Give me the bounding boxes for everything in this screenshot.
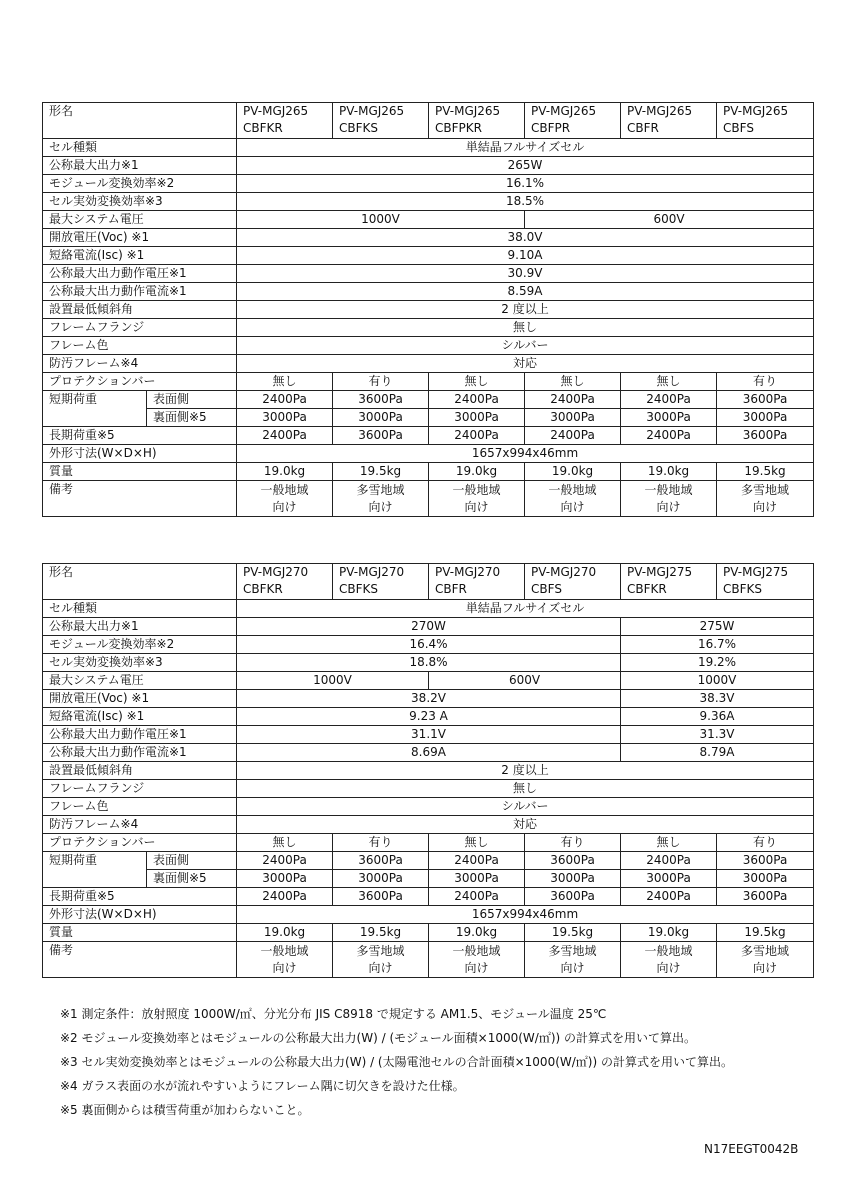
frame-color-row (43, 798, 814, 816)
cell-value: 16.1% (237, 175, 814, 193)
row-label: モジュール変換効率※2 (43, 636, 237, 654)
cell-value: 600V (429, 672, 621, 690)
cell-value: 3600Pa (717, 852, 814, 870)
cell-value: 2400Pa (621, 888, 717, 906)
model-cell: PV-MGJ270 CBFKR (237, 564, 333, 600)
cell-value: 3000Pa (237, 870, 333, 888)
cell-value: 2 度以上 (237, 762, 814, 780)
model-cell: PV-MGJ270 CBFS (525, 564, 621, 600)
remark-cell: 一般地域 向け (621, 942, 717, 978)
voc-row (43, 690, 814, 708)
cell-value: 3000Pa (717, 409, 814, 427)
cell-value: 2400Pa (525, 391, 621, 409)
cell-value: 16.7% (621, 636, 814, 654)
short-load-front-row (43, 852, 814, 870)
flange-row (43, 780, 814, 798)
cell-value: 2400Pa (429, 888, 525, 906)
row-label: 最大システム電圧 (43, 211, 237, 229)
model-cell: PV-MGJ265 CBFS (717, 103, 814, 139)
model-cell: PV-MGJ270 CBFKS (333, 564, 429, 600)
row-label: セル実効変換効率※3 (43, 193, 237, 211)
remark-cell: 多雪地域 向け (717, 481, 814, 517)
cell-value: 265W (237, 157, 814, 175)
remark-cell: 多雪地域 向け (333, 481, 429, 517)
remark-cell: 一般地域 向け (621, 481, 717, 517)
cell-value: 31.3V (621, 726, 814, 744)
model-label: 形名 (43, 564, 237, 600)
cell-value: 275W (621, 618, 814, 636)
remark-cell: 一般地域 向け (429, 942, 525, 978)
cell-value: 有り (333, 373, 429, 391)
cell-value: 3600Pa (333, 852, 429, 870)
cell-value: 19.2% (621, 654, 814, 672)
row-label: フレーム色 (43, 798, 237, 816)
row-label: フレーム色 (43, 337, 237, 355)
cell-value: 無し (237, 834, 333, 852)
isc-row (43, 708, 814, 726)
cell-value: 無し (237, 780, 814, 798)
imp-row (43, 283, 814, 301)
protection-row (43, 834, 814, 852)
row-label: 開放電圧(Voc) ※1 (43, 229, 237, 247)
cell-value: 1000V (237, 672, 429, 690)
cell-value: 19.0kg (429, 924, 525, 942)
cell-value: 19.0kg (621, 924, 717, 942)
cell-value: 3000Pa (333, 870, 429, 888)
model-label: 形名 (43, 103, 237, 139)
row-label: 質量 (43, 924, 237, 942)
remark-cell: 多雪地域 向け (333, 942, 429, 978)
model-cell: PV-MGJ265 CBFKR (237, 103, 333, 139)
remark-cell: 一般地域 向け (237, 942, 333, 978)
row-label: 最大システム電圧 (43, 672, 237, 690)
row-label: 設置最低傾斜角 (43, 762, 237, 780)
cell-eff-row (43, 654, 814, 672)
cell-eff-row (43, 193, 814, 211)
cell-value: 無し (621, 373, 717, 391)
cell-value: 有り (525, 834, 621, 852)
cell-value: 19.5kg (717, 463, 814, 481)
cell-value: 38.2V (237, 690, 621, 708)
remark-cell: 多雪地域 向け (525, 942, 621, 978)
max-output-row (43, 157, 814, 175)
cell-value: 18.5% (237, 193, 814, 211)
cell-value: 3000Pa (621, 409, 717, 427)
short-load-front-row (43, 391, 814, 409)
cell-value: 2400Pa (237, 888, 333, 906)
cell-value: 2400Pa (429, 852, 525, 870)
cell-value: シルバー (237, 798, 814, 816)
row-label: 防汚フレーム※4 (43, 816, 237, 834)
model-row (43, 564, 814, 600)
cell-value: 30.9V (237, 265, 814, 283)
tilt-row (43, 762, 814, 780)
cell-value: 対応 (237, 355, 814, 373)
cell-value: 19.0kg (525, 463, 621, 481)
cell-value: 無し (429, 373, 525, 391)
model-cell: PV-MGJ275 CBFKS (717, 564, 814, 600)
soil-frame-row (43, 816, 814, 834)
cell-value: 9.10A (237, 247, 814, 265)
soil-frame-row (43, 355, 814, 373)
cell-value: 2400Pa (621, 852, 717, 870)
row-label: 外形寸法(W×D×H) (43, 906, 237, 924)
row-label: セル種類 (43, 139, 237, 157)
cell-value: 有り (717, 834, 814, 852)
row-label: フレームフランジ (43, 780, 237, 798)
footnote: ※3 セル実効変換効率とはモジュールの公称最大出力(W) / (太陽電池セルの合計面積×1000(W/㎡)) の計算式を用いて算出。 (60, 1055, 733, 1069)
row-sublabel: 裏面側※5 (147, 409, 237, 427)
model-row (43, 103, 814, 139)
remarks-row (43, 942, 814, 978)
imp-row (43, 744, 814, 762)
module-eff-row (43, 175, 814, 193)
short-load-back-row (43, 409, 814, 427)
row-label: 外形寸法(W×D×H) (43, 445, 237, 463)
cell-value: 2400Pa (429, 427, 525, 445)
row-label: 開放電圧(Voc) ※1 (43, 690, 237, 708)
row-label: 防汚フレーム※4 (43, 355, 237, 373)
footnote: ※4 ガラス表面の水が流れやすいようにフレーム隅に切欠きを設けた仕様。 (60, 1079, 465, 1093)
cell-value: 1657x994x46mm (237, 445, 814, 463)
cell-value: 1000V (621, 672, 814, 690)
cell-value: 無し (237, 373, 333, 391)
vmp-row (43, 726, 814, 744)
flange-row (43, 319, 814, 337)
short-load-back-row (43, 870, 814, 888)
module-eff-row (43, 636, 814, 654)
row-label: 質量 (43, 463, 237, 481)
cell-value: 19.0kg (429, 463, 525, 481)
max-sys-v-row (43, 672, 814, 690)
cell-value: 2400Pa (237, 391, 333, 409)
dimensions-row (43, 445, 814, 463)
cell-value: 有り (333, 834, 429, 852)
cell-value: 3000Pa (429, 870, 525, 888)
cell-value: 3000Pa (237, 409, 333, 427)
cell-value: 2400Pa (621, 391, 717, 409)
footnote: ※2 モジュール変換効率とはモジュールの公称最大出力(W) / (モジュール面積×1000(W/㎡)) の計算式を用いて算出。 (60, 1031, 697, 1045)
cell-value: 3000Pa (525, 870, 621, 888)
max-output-row (43, 618, 814, 636)
long-load-row (43, 888, 814, 906)
cell-type-row (43, 139, 814, 157)
tilt-row (43, 301, 814, 319)
cell-value: 3600Pa (717, 427, 814, 445)
row-sublabel: 裏面側※5 (147, 870, 237, 888)
cell-value: 2 度以上 (237, 301, 814, 319)
cell-value: 無し (525, 373, 621, 391)
row-label: 長期荷重※5 (43, 888, 237, 906)
cell-value: 19.5kg (333, 924, 429, 942)
footnote: ※5 裏面側からは積雪荷重が加わらないこと。 (60, 1103, 310, 1117)
row-label: 公称最大出力動作電圧※1 (43, 726, 237, 744)
mass-row (43, 924, 814, 942)
remark-cell: 多雪地域 向け (717, 942, 814, 978)
model-cell: PV-MGJ275 CBFKR (621, 564, 717, 600)
cell-value: 8.69A (237, 744, 621, 762)
row-label: プロテクションバー (43, 834, 237, 852)
cell-value: 3000Pa (525, 409, 621, 427)
row-label: 短絡電流(Isc) ※1 (43, 247, 237, 265)
row-label: セル種類 (43, 600, 237, 618)
cell-value: 18.8% (237, 654, 621, 672)
cell-value: 2400Pa (525, 427, 621, 445)
remark-cell: 一般地域 向け (525, 481, 621, 517)
spec-table-265 (42, 102, 814, 517)
row-label: 短期荷重 (43, 852, 147, 888)
row-label: 備考 (43, 481, 237, 517)
max-sys-v-row (43, 211, 814, 229)
cell-value: 2400Pa (621, 427, 717, 445)
cell-value: 9.36A (621, 708, 814, 726)
cell-value: 3000Pa (429, 409, 525, 427)
footnote: ※1 測定条件：放射照度 1000W/㎡、分光分布 JIS C8918 で規定する AM1.5、モジュール温度 25℃ (60, 1007, 607, 1021)
remarks-row (43, 481, 814, 517)
cell-value: 3000Pa (333, 409, 429, 427)
cell-value: 2400Pa (429, 391, 525, 409)
row-label: 公称最大出力動作電流※1 (43, 744, 237, 762)
row-label: 公称最大出力※1 (43, 618, 237, 636)
isc-row (43, 247, 814, 265)
row-label: 公称最大出力動作電圧※1 (43, 265, 237, 283)
model-cell: PV-MGJ265 CBFR (621, 103, 717, 139)
cell-value: 対応 (237, 816, 814, 834)
row-label: フレームフランジ (43, 319, 237, 337)
row-sublabel: 表面側 (147, 852, 237, 870)
cell-value: 3600Pa (333, 888, 429, 906)
cell-value: 38.0V (237, 229, 814, 247)
cell-value: 3000Pa (717, 870, 814, 888)
cell-value: 16.4% (237, 636, 621, 654)
row-label: 長期荷重※5 (43, 427, 237, 445)
cell-value: 1657x994x46mm (237, 906, 814, 924)
cell-value: 8.59A (237, 283, 814, 301)
cell-value: 600V (525, 211, 814, 229)
cell-value: 3000Pa (621, 870, 717, 888)
cell-value: シルバー (237, 337, 814, 355)
cell-value: 19.5kg (333, 463, 429, 481)
cell-type-row (43, 600, 814, 618)
cell-value: 3600Pa (717, 888, 814, 906)
cell-value: 1000V (237, 211, 525, 229)
row-label: 備考 (43, 942, 237, 978)
cell-value: 有り (717, 373, 814, 391)
model-cell: PV-MGJ265 CBFPKR (429, 103, 525, 139)
row-label: 公称最大出力動作電流※1 (43, 283, 237, 301)
vmp-row (43, 265, 814, 283)
row-label: 短期荷重 (43, 391, 147, 427)
cell-value: 3600Pa (525, 852, 621, 870)
row-label: モジュール変換効率※2 (43, 175, 237, 193)
mass-row (43, 463, 814, 481)
voc-row (43, 229, 814, 247)
cell-value: 19.5kg (717, 924, 814, 942)
frame-color-row (43, 337, 814, 355)
footnotes (60, 1002, 733, 1122)
cell-value: 2400Pa (237, 427, 333, 445)
document-id: N17EEGT0042B (704, 1142, 799, 1156)
row-label: 短絡電流(Isc) ※1 (43, 708, 237, 726)
cell-value: 8.79A (621, 744, 814, 762)
cell-value: 無し (429, 834, 525, 852)
cell-value: 3600Pa (333, 427, 429, 445)
model-cell: PV-MGJ265 CBFPR (525, 103, 621, 139)
cell-value: 3600Pa (333, 391, 429, 409)
row-label: セル実効変換効率※3 (43, 654, 237, 672)
cell-value: 9.23 A (237, 708, 621, 726)
cell-value: 単結晶フルサイズセル (237, 139, 814, 157)
row-label: 設置最低傾斜角 (43, 301, 237, 319)
cell-value: 無し (621, 834, 717, 852)
cell-value: 単結晶フルサイズセル (237, 600, 814, 618)
model-cell: PV-MGJ265 CBFKS (333, 103, 429, 139)
cell-value: 2400Pa (237, 852, 333, 870)
cell-value: 19.0kg (237, 463, 333, 481)
cell-value: 19.5kg (525, 924, 621, 942)
row-label: プロテクションバー (43, 373, 237, 391)
cell-value: 31.1V (237, 726, 621, 744)
row-sublabel: 表面側 (147, 391, 237, 409)
protection-row (43, 373, 814, 391)
dimensions-row (43, 906, 814, 924)
cell-value: 3600Pa (525, 888, 621, 906)
remark-cell: 一般地域 向け (429, 481, 525, 517)
row-label: 公称最大出力※1 (43, 157, 237, 175)
cell-value: 19.0kg (237, 924, 333, 942)
cell-value: 3600Pa (717, 391, 814, 409)
cell-value: 19.0kg (621, 463, 717, 481)
cell-value: 270W (237, 618, 621, 636)
model-cell: PV-MGJ270 CBFR (429, 564, 525, 600)
long-load-row (43, 427, 814, 445)
cell-value: 無し (237, 319, 814, 337)
remark-cell: 一般地域 向け (237, 481, 333, 517)
spec-table-270-275 (42, 563, 814, 978)
cell-value: 38.3V (621, 690, 814, 708)
